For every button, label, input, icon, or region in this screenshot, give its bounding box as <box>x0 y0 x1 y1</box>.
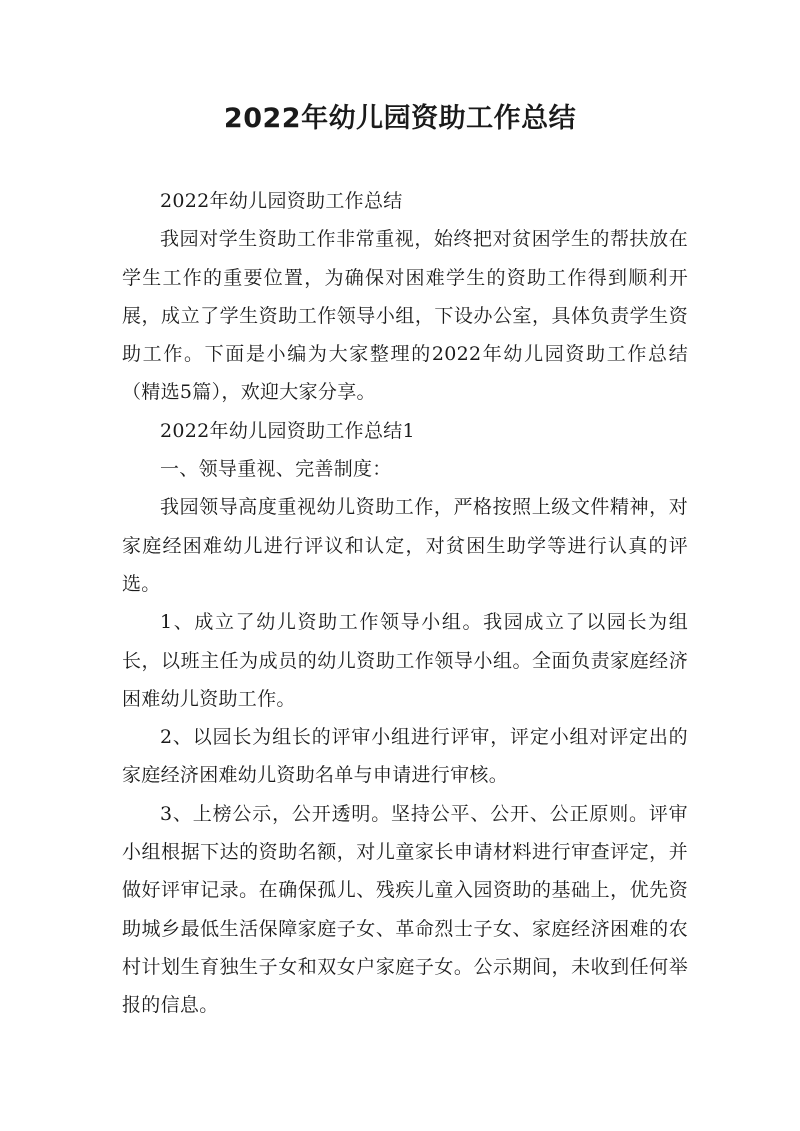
list-item-2: 2、以园长为组长的评审小组进行评审，评定小组对评定出的家庭经济困难幼儿资助名单与申请进行审核。 <box>122 726 688 787</box>
document-title: 2022年幼儿园资助工作总结 <box>223 103 577 134</box>
section-heading: 2022年幼儿园资助工作总结1 <box>160 419 415 442</box>
document-body <box>122 182 688 1025</box>
body-paragraph: 我园领导高度重视幼儿资助工作，严格按照上级文件精神，对家庭经困难幼儿进行评议和认定，对贫困生助学等进行认真的评选。 <box>122 496 688 595</box>
intro-paragraph: 我园对学生资助工作非常重视，始终把对贫困学生的帮扶放在学生工作的重要位置，为确保对困难学生的资助工作得到顺利开展，成立了学生资助工作领导小组，下设办公室，具体负责学生资助工作。下面是小编为大家整理的2022年幼儿园资助工作总结（精选5篇），欢迎大家分享。 <box>122 228 688 404</box>
subsection-heading: 一、领导重视、完善制度： <box>160 458 392 481</box>
list-item-1: 1、成立了幼儿资助工作领导小组。我园成立了以园长为组长，以班主任为成员的幼儿资助工作领导小组。全面负责家庭经济困难幼儿资助工作。 <box>122 611 688 710</box>
list-item-3: 3、上榜公示，公开透明。坚持公平、公开、公正原则。评审小组根据下达的资助名额，对儿童家长申请材料进行审查评定，并做好评审记录。在确保孤儿、残疾儿童入园资助的基础上，优先资助城乡最低生活保障家庭子女、革命烈士子女、家庭经济困难的农村计划生育独生子女和双女户家庭子女。公示期间，未收到任何举报的信息。 <box>122 802 688 1017</box>
subtitle-paragraph: 2022年幼儿园资助工作总结 <box>160 190 403 212</box>
